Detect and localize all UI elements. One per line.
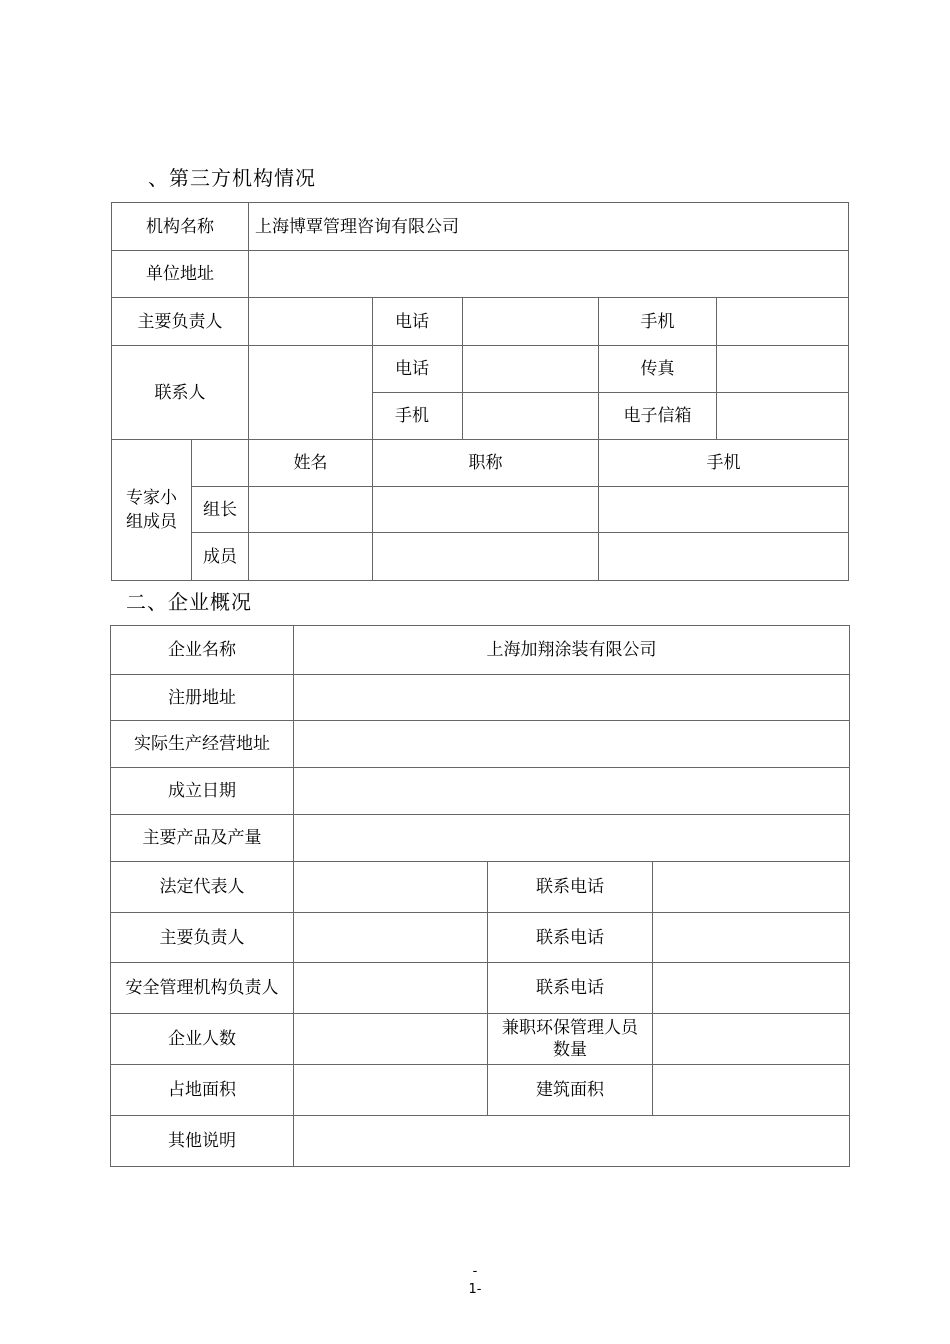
products-value bbox=[294, 815, 850, 862]
company-principal-phone-value bbox=[653, 913, 850, 963]
company-table bbox=[110, 625, 850, 1167]
products-label: 主要产品及产量 bbox=[111, 815, 294, 862]
org-name-label: 机构名称 bbox=[112, 203, 249, 251]
address-value bbox=[249, 251, 849, 298]
safety-head-phone-value bbox=[653, 963, 850, 1014]
member-name bbox=[249, 533, 373, 581]
member-mobile bbox=[599, 533, 849, 581]
building-area-value bbox=[653, 1065, 850, 1116]
col-title-header: 职称 bbox=[373, 440, 599, 487]
leader-name bbox=[249, 487, 373, 533]
contact-mobile-value bbox=[463, 393, 599, 440]
company-principal-phone-label: 联系电话 bbox=[488, 913, 653, 963]
contact-email-value bbox=[717, 393, 849, 440]
member-label: 成员 bbox=[192, 533, 249, 581]
expert-header-empty bbox=[192, 440, 249, 487]
other-notes-value bbox=[294, 1116, 850, 1167]
contact-label: 联系人 bbox=[112, 346, 249, 440]
section1-heading: 、第三方机构情况 bbox=[148, 166, 316, 190]
contact-mobile-label: 手机 bbox=[373, 393, 463, 440]
env-staff-label: 兼职环保管理人员数量 bbox=[488, 1014, 653, 1065]
contact-phone-label: 电话 bbox=[373, 346, 463, 393]
company-principal-value bbox=[294, 913, 488, 963]
safety-head-value bbox=[294, 963, 488, 1014]
third-party-table bbox=[111, 202, 849, 581]
org-name-value: 上海博覃管理咨询有限公司 bbox=[249, 203, 849, 251]
address-label: 单位地址 bbox=[112, 251, 249, 298]
principal-value bbox=[249, 298, 373, 346]
other-notes-label: 其他说明 bbox=[111, 1116, 294, 1167]
legal-rep-phone-value bbox=[653, 862, 850, 913]
leader-title bbox=[373, 487, 599, 533]
actual-address-value bbox=[294, 721, 850, 768]
contact-phone-value bbox=[463, 346, 599, 393]
principal-phone-label: 电话 bbox=[373, 298, 463, 346]
company-principal-label: 主要负责人 bbox=[111, 913, 294, 963]
leader-label: 组长 bbox=[192, 487, 249, 533]
actual-address-label: 实际生产经营地址 bbox=[111, 721, 294, 768]
land-area-value bbox=[294, 1065, 488, 1116]
staff-count-label: 企业人数 bbox=[111, 1014, 294, 1065]
section2-heading: 二、企业概况 bbox=[126, 590, 252, 614]
legal-rep-value bbox=[294, 862, 488, 913]
leader-mobile bbox=[599, 487, 849, 533]
safety-head-phone-label: 联系电话 bbox=[488, 963, 653, 1014]
contact-value bbox=[249, 346, 373, 440]
contact-fax-value bbox=[717, 346, 849, 393]
member-title bbox=[373, 533, 599, 581]
col-name-header: 姓名 bbox=[249, 440, 373, 487]
principal-mobile-value bbox=[717, 298, 849, 346]
contact-fax-label: 传真 bbox=[599, 346, 717, 393]
legal-rep-label: 法定代表人 bbox=[111, 862, 294, 913]
contact-email-label: 电子信箱 bbox=[599, 393, 717, 440]
col-mobile-header: 手机 bbox=[599, 440, 849, 487]
principal-label: 主要负责人 bbox=[112, 298, 249, 346]
staff-count-value bbox=[294, 1014, 488, 1065]
founded-label: 成立日期 bbox=[111, 768, 294, 815]
legal-rep-phone-label: 联系电话 bbox=[488, 862, 653, 913]
founded-value bbox=[294, 768, 850, 815]
page-number: 1- bbox=[468, 1282, 482, 1297]
company-name-label: 企业名称 bbox=[111, 626, 294, 675]
principal-mobile-label: 手机 bbox=[599, 298, 717, 346]
building-area-label: 建筑面积 bbox=[488, 1065, 653, 1116]
env-staff-value bbox=[653, 1014, 850, 1065]
reg-address-label: 注册地址 bbox=[111, 675, 294, 721]
reg-address-value bbox=[294, 675, 850, 721]
expert-group-label: 专家小组成员 bbox=[112, 440, 192, 581]
page-number-dash: - bbox=[472, 1264, 478, 1279]
land-area-label: 占地面积 bbox=[111, 1065, 294, 1116]
company-name-value: 上海加翔涂装有限公司 bbox=[294, 626, 850, 675]
safety-head-label: 安全管理机构负责人 bbox=[111, 963, 294, 1014]
principal-phone-value bbox=[463, 298, 599, 346]
